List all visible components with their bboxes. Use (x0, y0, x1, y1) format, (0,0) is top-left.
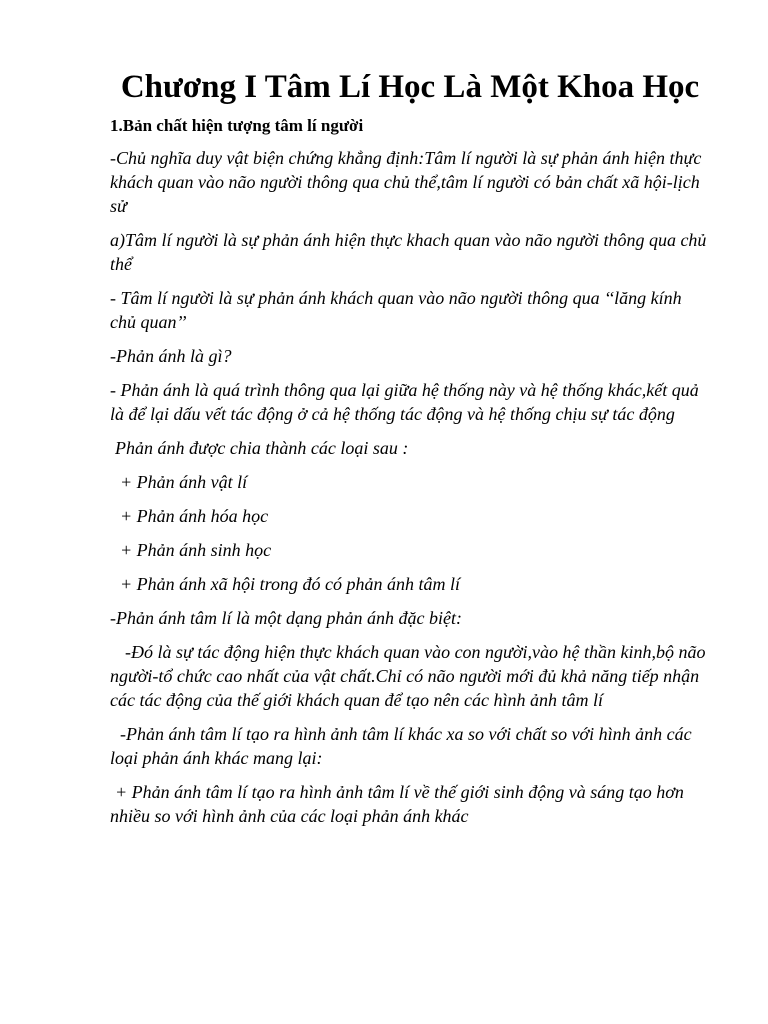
document-page (110, 66, 710, 838)
paragraph-creative-image: + Phản ánh tâm lí tạo ra hình ảnh tâm lí về thế giới sinh động và sáng tạo hơn nhiều so với hình ảnh của các loại phản ánh khác (110, 782, 684, 826)
paragraph-subjective-lens: - Tâm lí người là sự phản ánh khách quan vào não người thông qua ‘‘lăng kính chủ quan’’ (110, 288, 682, 332)
paragraph-point-a: a)Tâm lí người là sự phản ánh hiện thực khach quan vào não người thông qua chủ thể (110, 230, 707, 274)
paragraph-special-reflection: -Phản ánh tâm lí là một dạng phản ánh đặc biệt: (110, 608, 462, 628)
paragraph-brain-impact: -Đó là sự tác động hiện thực khách quan vào con người,vào hệ thần kinh,bộ não người-tổ chức cao nhất của vật chất.Chỉ có não người mới đủ khả năng tiếp nhận các tác động của thế giới khách quan để tạo nên các hình ảnh tâm lí (110, 642, 706, 710)
paragraph-what-is-reflection: -Phản ánh là gì? (110, 346, 232, 366)
list-item-physical: + Phản ánh vật lí (120, 472, 248, 492)
document-title: Chương I Tâm Lí Học Là Một Khoa Học (120, 69, 700, 105)
section-heading: 1.Bản chất hiện tượng tâm lí người (110, 116, 364, 135)
list-item-biological: + Phản ánh sinh học (120, 540, 272, 560)
paragraph-dialectical-materialism: -Chủ nghĩa duy vật biện chứng khẳng định:Tâm lí người là sự phản ánh hiện thực khách quan vào não người thông qua chủ thể,tâm lí người có bản chất xã hội-lịch sử (110, 148, 702, 216)
paragraph-image-difference: -Phản ánh tâm lí tạo ra hình ảnh tâm lí khác xa so với chất so với hình ảnh các loại phản ánh khác mang lại: (110, 724, 692, 768)
paragraph-reflection-types-intro: Phản ánh được chia thành các loại sau : (115, 438, 409, 458)
paragraph-reflection-definition: - Phản ánh là quá trình thông qua lại giữa hệ thống này và hệ thống khác,kết quả là để lại dấu vết tác động ở cả hệ thống tác động và hệ thống chịu sự tác động (110, 380, 699, 424)
list-item-chemical: + Phản ánh hóa học (120, 506, 269, 526)
list-item-social: + Phản ánh xã hội trong đó có phản ánh tâm lí (120, 574, 460, 594)
